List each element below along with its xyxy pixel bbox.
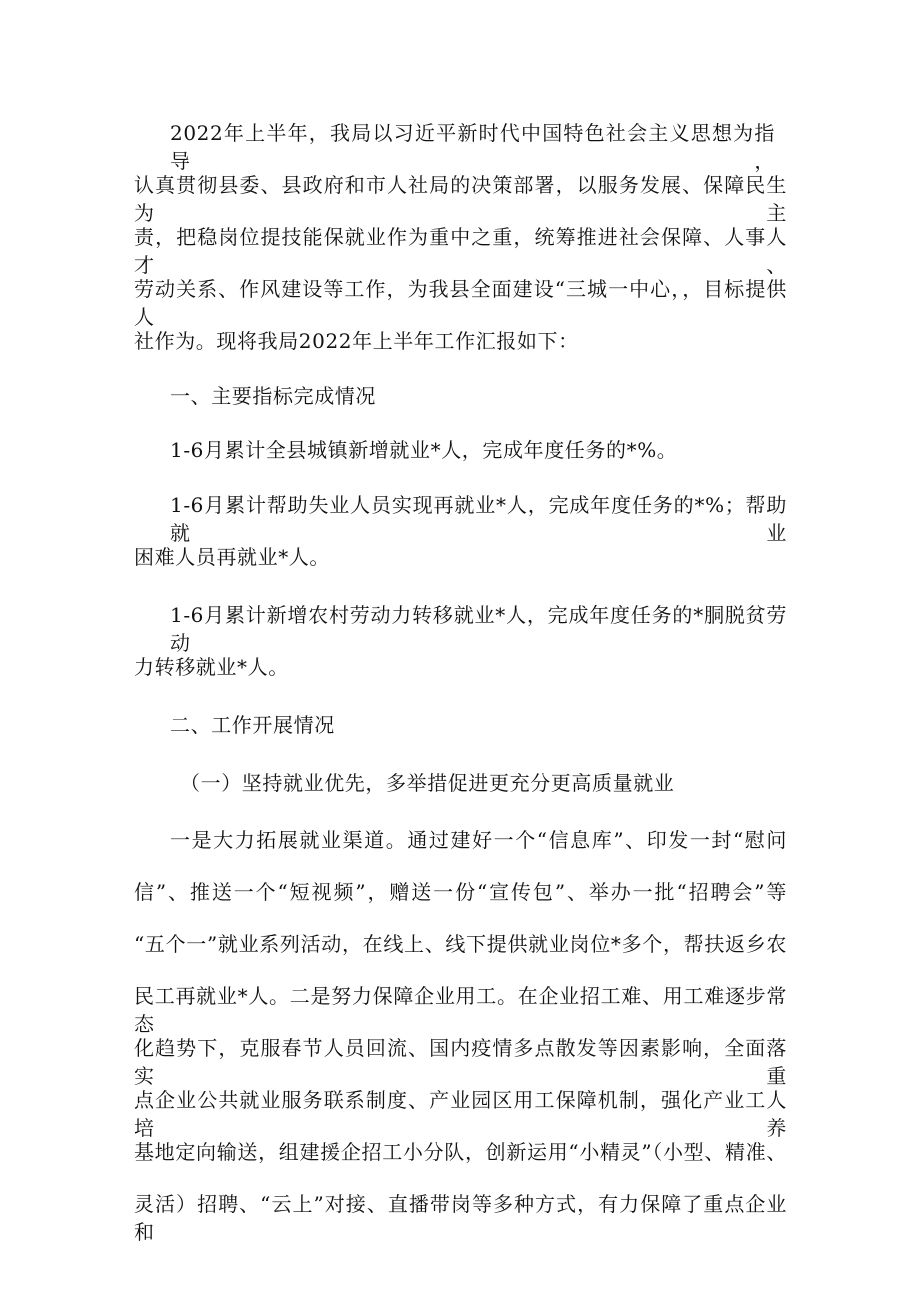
body-line-5: 化趋势下，克服春节人员回流、国内疫情多点散发等因素影响，全面落实重 — [134, 1036, 787, 1088]
body-line-1: 一是大力拓展就业渠道。通过建好一个“信息库”、印发一封“慰问 — [170, 828, 787, 852]
body-line-3: “五个一”就业系列活动，在线上、线下提供就业岗位*多个，帮扶返乡农 — [134, 932, 787, 956]
indicator2-line-2: 困难人员再就业*人。 — [134, 545, 330, 569]
indicator2-line-1: 1-6月累计帮助失业人员实现再就业*人，完成年度任务的*%；帮助就业 — [170, 493, 787, 545]
indicator-paragraph-1: 1-6月累计全县城镇新增就业*人，完成年度任务的*%。 — [170, 438, 678, 462]
intro-line-3: 责，把稳岗位提技能保就业作为重中之重，统筹推进社会保障、人事人才、 — [134, 225, 787, 277]
section-heading-1: 一、主要指标完成情况 — [170, 384, 376, 408]
body-line-4: 民工再就业*人。二是努力保障企业用工。在企业招工难、用工难逐步常态 — [134, 984, 787, 1036]
intro-line-4: 劳动关系、作风建设等工作，为我县全面建设“三城一中心，，目标提供人 — [134, 277, 787, 329]
intro-line-1: 2022年上半年，我局以习近平新时代中国特色社会主义思想为指导， — [170, 121, 775, 173]
intro-line-2: 认真贯彻县委、县政府和市人社局的决策部署，以服务发展、保障民生为主 — [134, 173, 787, 225]
section-heading-2: 二、工作开展情况 — [170, 713, 335, 737]
subsection-heading-1: （一）坚持就业优先，多举措促进更充分更高质量就业 — [180, 771, 675, 795]
body-line-8: 灵活）招聘、“云上”对接、直播带岗等多种方式，有力保障了重点企业和 — [134, 1192, 787, 1244]
indicator3-line-1: 1-6月累计新增农村劳动力转移就业*人，完成年度任务的*胴脱贫劳动 — [170, 603, 787, 655]
body-line-6: 点企业公共就业服务联系制度、产业园区用工保障机制，强化产业工人培养 — [134, 1088, 787, 1140]
indicator3-line-2: 力转移就业*人。 — [134, 655, 289, 679]
intro-line-5: 社作为。现将我局2022年上半年工作汇报如下： — [134, 329, 579, 353]
body-line-2: 信”、推送一个“短视频”，赠送一份“宣传包”、举办一批“招聘会”等 — [134, 880, 787, 904]
body-line-7: 基地定向输送，组建援企招工小分队，创新运用“小精灵”（小型、精准、 — [134, 1140, 787, 1164]
